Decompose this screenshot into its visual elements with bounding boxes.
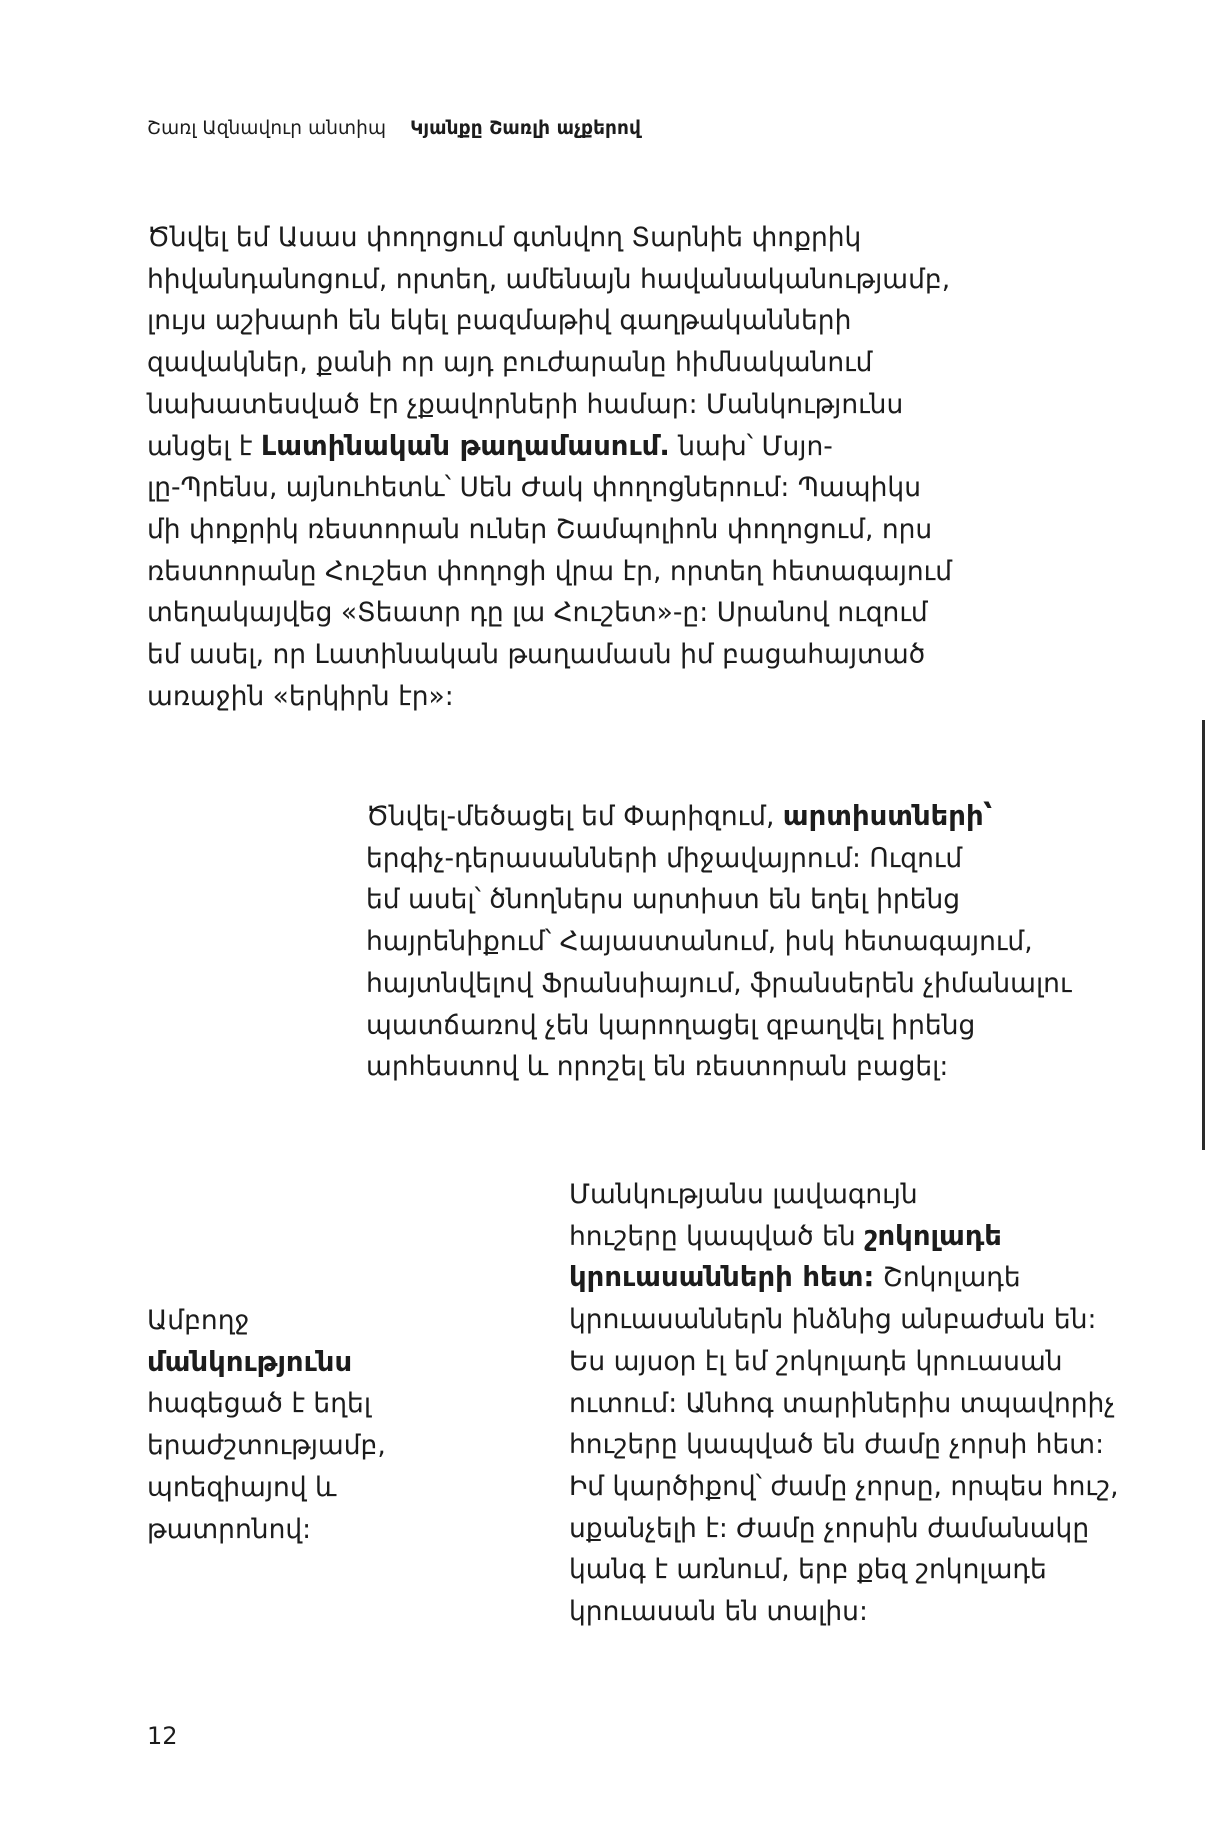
- emphasis-childhood: մանկությունս: [147, 1345, 353, 1378]
- text-line: կրուասաններն ինձնից անբաժան են:: [569, 1304, 1097, 1336]
- text-line: [147, 1342, 386, 1384]
- paragraph-croissants: [569, 1174, 1119, 1633]
- text-line: Ծնվել եմ Ասաս փողոցում գտնվող Տարնիե փոքրիկ: [147, 222, 862, 253]
- text-line: պատճառով չեն կարողացել զբաղվել իրենց: [366, 1009, 976, 1041]
- sidenote-childhood: [147, 1300, 386, 1550]
- text-fragment: նախ՝ Մսյո-: [669, 430, 833, 462]
- text-line: եմ ասել, որ Լատինական թաղամասն իմ բացահայտած: [147, 639, 926, 671]
- text-line: կանգ է առնում, երբ քեզ շոկոլադե: [569, 1554, 1047, 1586]
- text-line: հիվանդանոցում, որտեղ, ամենայն հավանականությամբ,: [147, 263, 951, 295]
- text-line: [147, 426, 952, 468]
- text-line: թատրոնով:: [147, 1513, 312, 1545]
- text-line: մի փոքրիկ ռեստորան ուներ Շամպոլիոն փողոցում, որս: [147, 513, 933, 545]
- text-line: երգիչ-դերասանների միջավայրում: Ուզում: [366, 842, 963, 874]
- text-line: ռեստորանը Հուշետ փողոցի վրա էր, որտեղ հետագայում: [147, 555, 952, 587]
- text-line: Ես այսօր էլ եմ շոկոլադե կրուասան: [569, 1345, 1063, 1377]
- text-line: [366, 796, 1071, 838]
- text-line: զավակներ, քանի որ այդ բուժարանը հիմնականում: [147, 347, 873, 379]
- text-line: հագեցած է եղել: [147, 1388, 372, 1420]
- paragraph-birth: [147, 217, 952, 717]
- text-line: սքանչելի է: Ժամը չորսին ժամանակը: [569, 1512, 1090, 1544]
- text-fragment: անցել է: [147, 430, 261, 462]
- header-book-title: Կյանքը Շառլի աչքերով: [410, 118, 642, 139]
- text-line: երաժշտությամբ,: [147, 1430, 386, 1462]
- text-line: տեղակայվեց «Տեատր դը լա Հուշետ»-ը: Սրանով ուզում: [147, 597, 928, 629]
- text-line: արհեստով և որոշել են ռեստորան բացել:: [366, 1051, 949, 1083]
- text-line: հուշերը կապված են ժամը չորսի հետ:: [569, 1429, 1104, 1461]
- text-line: ուտում: Անհոգ տարիներիս տպավորիչ: [569, 1387, 1116, 1419]
- text-line: Իմ կարծիքով՝ ժամը չորսը, որպես հուշ,: [569, 1470, 1119, 1502]
- emphasis-artists: արտիստների՝: [782, 800, 993, 832]
- text-line: կրուասան են տալիս:: [569, 1596, 868, 1628]
- text-line: [569, 1216, 1119, 1258]
- text-fragment: Շոկոլադե: [874, 1262, 1021, 1294]
- running-header: [147, 118, 641, 139]
- text-line: հայրենիքում՝ Հայաստանում, իսկ հետագայում,: [366, 926, 1033, 958]
- text-line: Ամբողջ: [147, 1305, 250, 1336]
- emphasis-croissants: կրուասանների հետ:: [569, 1261, 875, 1294]
- page-number: 12: [147, 1722, 178, 1750]
- text-line: եմ ասել՝ ծնողներս արտիստ են եղել իրենց: [366, 884, 961, 916]
- text-fragment: Ծնվել-մեծացել եմ Փարիզում,: [366, 801, 783, 832]
- text-line: [569, 1257, 1119, 1299]
- text-line: Մանկությանս լավագույն: [569, 1179, 918, 1210]
- emphasis-latin-quarter: Լատինական թաղամասում.: [260, 429, 670, 462]
- text-line: պոեզիայով և: [147, 1471, 337, 1503]
- text-line: լը-Պրենս, այնուհետև՝ Սեն Ժակ փողոցներում: Պապիկս: [147, 472, 921, 504]
- text-line: լույս աշխարհ են եկել բազմաթիվ գաղթականների: [147, 305, 852, 337]
- paragraph-artists: [366, 796, 1071, 1088]
- text-line: հայտնվելով Ֆրանսիայում, ֆրանսերեն չիմանալու: [366, 967, 1072, 999]
- emphasis-chocolate: շոկոլադե: [864, 1219, 1002, 1252]
- text-line: նախատեսված էր չքավորների համար: Մանկությունս: [147, 388, 904, 420]
- text-line: առաջին «երկիրն էր»:: [147, 680, 454, 712]
- header-author: Շառլ Ազնավուր անտիպ: [147, 118, 387, 139]
- text-fragment: հուշերը կապված են: [569, 1220, 865, 1252]
